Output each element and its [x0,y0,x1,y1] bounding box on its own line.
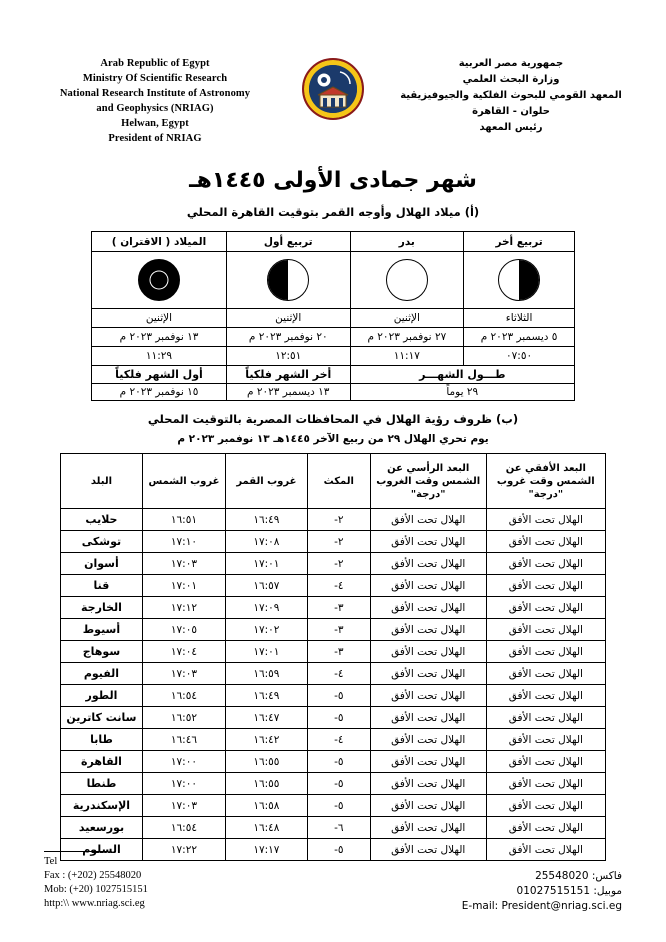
phase-time-last-quarter: ٠٧:٥٠ [464,347,575,366]
cell-city: الطور [61,685,143,707]
cell-sunset: ١٧:٠٠ [142,751,225,773]
footer-mobile-ar: موبيل: 01027515151 [516,885,622,897]
cell-city: أسوان [61,553,143,575]
cell-sunset: ١٦:٥٤ [142,817,225,839]
footer-contact-arabic [462,855,622,914]
table-row [61,553,606,575]
month-first-value: ١٥ نوفمبر ٢٠٢٣ م [92,384,227,401]
phase-header-full-moon: بدر [350,232,464,252]
cell-sunset: ١٧:٠٥ [142,619,225,641]
cell-alt: الهلال تحت الأفق [370,553,486,575]
phases-summary-header-row [92,366,575,384]
cell-lag: ٢- [307,553,370,575]
col-header-moonset: غروب القمر [225,454,307,509]
table-body [61,509,606,861]
cell-dep: الهلال تحت الأفق [486,509,605,531]
footer-contact-english [44,855,148,911]
table-row [61,575,606,597]
table-row [61,663,606,685]
cell-alt: الهلال تحت الأفق [370,597,486,619]
cell-dep: الهلال تحت الأفق [486,553,605,575]
cell-lag: ٣- [307,597,370,619]
moon-phases-table [91,231,575,401]
header-ar-line-2: وزارة البحث العلمي [462,74,560,85]
cell-moonset: ١٦:٤٩ [225,685,307,707]
phase-date-full-moon: ٢٧ نوفمبر ٢٠٢٣ م [350,328,464,347]
table-row [61,509,606,531]
cell-city: القاهرة [61,751,143,773]
cell-alt: الهلال تحت الأفق [370,707,486,729]
cell-city: بورسعيد [61,817,143,839]
cell-sunset: ١٦:٥٤ [142,685,225,707]
phase-header-first-quarter: تربيع أول [226,232,350,252]
table-row [61,795,606,817]
table-row [61,685,606,707]
month-last-value: ١٣ ديسمبر ٢٠٢٣ م [226,384,350,401]
cell-dep: الهلال تحت الأفق [486,729,605,751]
cell-moonset: ١٧:٠٨ [225,531,307,553]
phases-icon-row [92,252,575,309]
header-en-line-4: and Geophysics (NRIAG) [96,103,214,114]
header-ar-line-4: حلوان - القاهرة [472,106,550,117]
cell-alt: الهلال تحت الأفق [370,685,486,707]
cell-lag: ٦- [307,817,370,839]
table-row [61,619,606,641]
cell-sunset: ١٦:٥٢ [142,707,225,729]
table-header-row [61,454,606,509]
month-length-label: طـــول الشهـــر [350,366,574,384]
footer-tel: Tel [44,856,58,867]
col-header-vertical-distance: البعد الرأسي عن الشمس وقت الغروب "درجة" [370,454,486,509]
crescent-visibility-table [60,453,606,861]
phases-date-row [92,328,575,347]
new-moon-icon [92,252,227,309]
cell-city: قنا [61,575,143,597]
footer-fax: Fax : (+202) 25548020 [44,870,142,881]
table-row [61,531,606,553]
phases-time-row [92,347,575,366]
cell-lag: ٤- [307,663,370,685]
table-row [61,817,606,839]
cell-moonset: ١٧:٠٢ [225,619,307,641]
cell-moonset: ١٧:٠١ [225,553,307,575]
table-row [61,707,606,729]
cell-moonset: ١٧:٠٩ [225,597,307,619]
header-ar-line-3: المعهد القومي للبحوث الفلكية والجيوفيزيقية [400,90,622,101]
cell-sunset: ١٧:٠٣ [142,795,225,817]
cell-city: الفيوم [61,663,143,685]
cell-alt: الهلال تحت الأفق [370,619,486,641]
cell-dep: الهلال تحت الأفق [486,685,605,707]
col-header-sunset: غروب الشمس [142,454,225,509]
phase-day-full-moon: الإثنين [350,309,464,328]
month-first-label: أول الشهر فلكياً [92,366,227,384]
section-b-title: (ب) ظروف رؤية الهلال في المحافظات المصرية بالتوقيت المحلي [147,412,519,426]
cell-moonset: ١٧:٠١ [225,641,307,663]
cell-alt: الهلال تحت الأفق [370,729,486,751]
header-en-line-6: President of NRIAG [108,133,202,144]
cell-lag: ٤- [307,575,370,597]
cell-sunset: ١٧:١٠ [142,531,225,553]
cell-lag: ٢- [307,509,370,531]
month-last-label: أخر الشهر فلكياً [226,366,350,384]
cell-sunset: ١٧:٠١ [142,575,225,597]
cell-alt: الهلال تحت الأفق [370,531,486,553]
cell-lag: ٥- [307,773,370,795]
document-footer [0,851,666,914]
header-en-line-2: Ministry Of Scientific Research [82,73,228,84]
cell-alt: الهلال تحت الأفق [370,817,486,839]
cell-lag: ٤- [307,729,370,751]
phases-summary-value-row [92,384,575,401]
header-en-line-5: Helwan, Egypt [121,118,189,129]
cell-dep: الهلال تحت الأفق [486,575,605,597]
cell-dep: الهلال تحت الأفق [486,839,605,861]
col-header-horizontal-distance: البعد الأفقي عن الشمس وقت غروب "درجة" [486,454,605,509]
col-header-city: البلد [61,454,143,509]
cell-alt: الهلال تحت الأفق [370,839,486,861]
cell-city: الخارجة [61,597,143,619]
footer-divider [44,851,108,852]
cell-dep: الهلال تحت الأفق [486,817,605,839]
cell-sunset: ١٦:٤٦ [142,729,225,751]
cell-sunset: ١٧:٠٣ [142,553,225,575]
cell-city: توشكى [61,531,143,553]
cell-lag: ٣- [307,641,370,663]
footer-fax-ar: فاكس: 25548020 [535,870,622,882]
phase-header-new-moon: المیلاد ( الاقتران ) [92,232,227,252]
cell-city: أسيوط [61,619,143,641]
cell-moonset: ١٦:٥٧ [225,575,307,597]
cell-lag: ٥- [307,707,370,729]
header-english-block [40,56,270,146]
table-row [61,597,606,619]
cell-alt: الهلال تحت الأفق [370,509,486,531]
cell-sunset: ١٧:١٢ [142,597,225,619]
cell-city: حلايب [61,509,143,531]
cell-city: طابا [61,729,143,751]
cell-lag: ٥- [307,751,370,773]
cell-dep: الهلال تحت الأفق [486,641,605,663]
cell-dep: الهلال تحت الأفق [486,663,605,685]
cell-city: السلوم [61,839,143,861]
cell-sunset: ١٧:٠٣ [142,663,225,685]
header-ar-line-1: جمهورية مصر العربية [458,58,564,69]
cell-city: الإسكندرية [61,795,143,817]
cell-dep: الهلال تحت الأفق [486,795,605,817]
table-row [61,751,606,773]
cell-city: سوهاج [61,641,143,663]
header-en-line-1: Arab Republic of Egypt [100,58,210,69]
cell-city: سانت كاترين [61,707,143,729]
month-length-value: ٢٩ يوماً [350,384,574,401]
phase-date-new-moon: ١٣ نوفمبر ٢٠٢٣ م [92,328,227,347]
cell-dep: الهلال تحت الأفق [486,531,605,553]
cell-moonset: ١٦:٤٩ [225,509,307,531]
cell-dep: الهلال تحت الأفق [486,619,605,641]
header-arabic-block [396,56,626,136]
cell-sunset: ١٦:٥١ [142,509,225,531]
cell-city: طنطا [61,773,143,795]
page-title: شهر جمادى الأولى ١٤٤٥هـ [189,168,477,193]
first-quarter-moon-icon [226,252,350,309]
section-a-title: (أ) ميلاد الهلال وأوجه القمر بتوقيت القاهرة المحلي [186,205,480,219]
cell-moonset: ١٦:٤٢ [225,729,307,751]
cell-sunset: ١٧:٢٢ [142,839,225,861]
phase-day-last-quarter: الثلاثاء [464,309,575,328]
cell-dep: الهلال تحت الأفق [486,751,605,773]
footer-email[interactable]: E-mail: President@nriag.sci.eg [461,900,622,912]
cell-moonset: ١٦:٥٩ [225,663,307,685]
cell-moonset: ١٦:٥٥ [225,773,307,795]
col-header-lag: المكث [307,454,370,509]
footer-website[interactable]: http:\\ www.nriag.sci.eg [44,898,145,909]
cell-lag: ٥- [307,795,370,817]
phase-day-new-moon: الإثنين [92,309,227,328]
phase-header-last-quarter: تربيع أخر [464,232,575,252]
cell-moonset: ١٦:٥٨ [225,795,307,817]
table-row [61,773,606,795]
footer-mobile: Mob: (+20) 1027515151 [44,884,148,895]
cell-alt: الهلال تحت الأفق [370,773,486,795]
cell-moonset: ١٧:١٧ [225,839,307,861]
cell-dep: الهلال تحت الأفق [486,707,605,729]
table-row [61,729,606,751]
phase-time-new-moon: ١١:٢٩ [92,347,227,366]
full-moon-icon [350,252,464,309]
cell-lag: ٥- [307,839,370,861]
header-en-line-3: National Research Institute of Astronomy [59,88,251,99]
cell-alt: الهلال تحت الأفق [370,575,486,597]
nriag-logo-icon [302,58,364,120]
cell-lag: ٣- [307,619,370,641]
cell-lag: ٥- [307,685,370,707]
cell-moonset: ١٦:٥٥ [225,751,307,773]
cell-alt: الهلال تحت الأفق [370,795,486,817]
phase-time-first-quarter: ١٢:٥١ [226,347,350,366]
cell-alt: الهلال تحت الأفق [370,641,486,663]
cell-sunset: ١٧:٠٤ [142,641,225,663]
cell-alt: الهلال تحت الأفق [370,663,486,685]
phase-time-full-moon: ١١:١٧ [350,347,464,366]
cell-moonset: ١٦:٤٨ [225,817,307,839]
last-quarter-moon-icon [464,252,575,309]
phase-day-first-quarter: الإثنين [226,309,350,328]
cell-lag: ٢- [307,531,370,553]
phases-day-row [92,309,575,328]
document-header [0,0,666,146]
cell-dep: الهلال تحت الأفق [486,773,605,795]
phase-date-first-quarter: ٢٠ نوفمبر ٢٠٢٣ م [226,328,350,347]
phase-date-last-quarter: ٥ ديسمبر ٢٠٢٣ م [464,328,575,347]
cell-moonset: ١٦:٤٧ [225,707,307,729]
phases-header-row [92,232,575,252]
cell-dep: الهلال تحت الأفق [486,597,605,619]
table-row [61,641,606,663]
section-b-note: يوم تحري الهلال ٢٩ من ربيع الآخر ١٤٤٥هـ ١٣ نوفمبر ٢٠٢٣ م [177,433,489,445]
header-ar-line-5: رئيس المعهد [479,122,543,133]
cell-alt: الهلال تحت الأفق [370,751,486,773]
cell-sunset: ١٧:٠٠ [142,773,225,795]
